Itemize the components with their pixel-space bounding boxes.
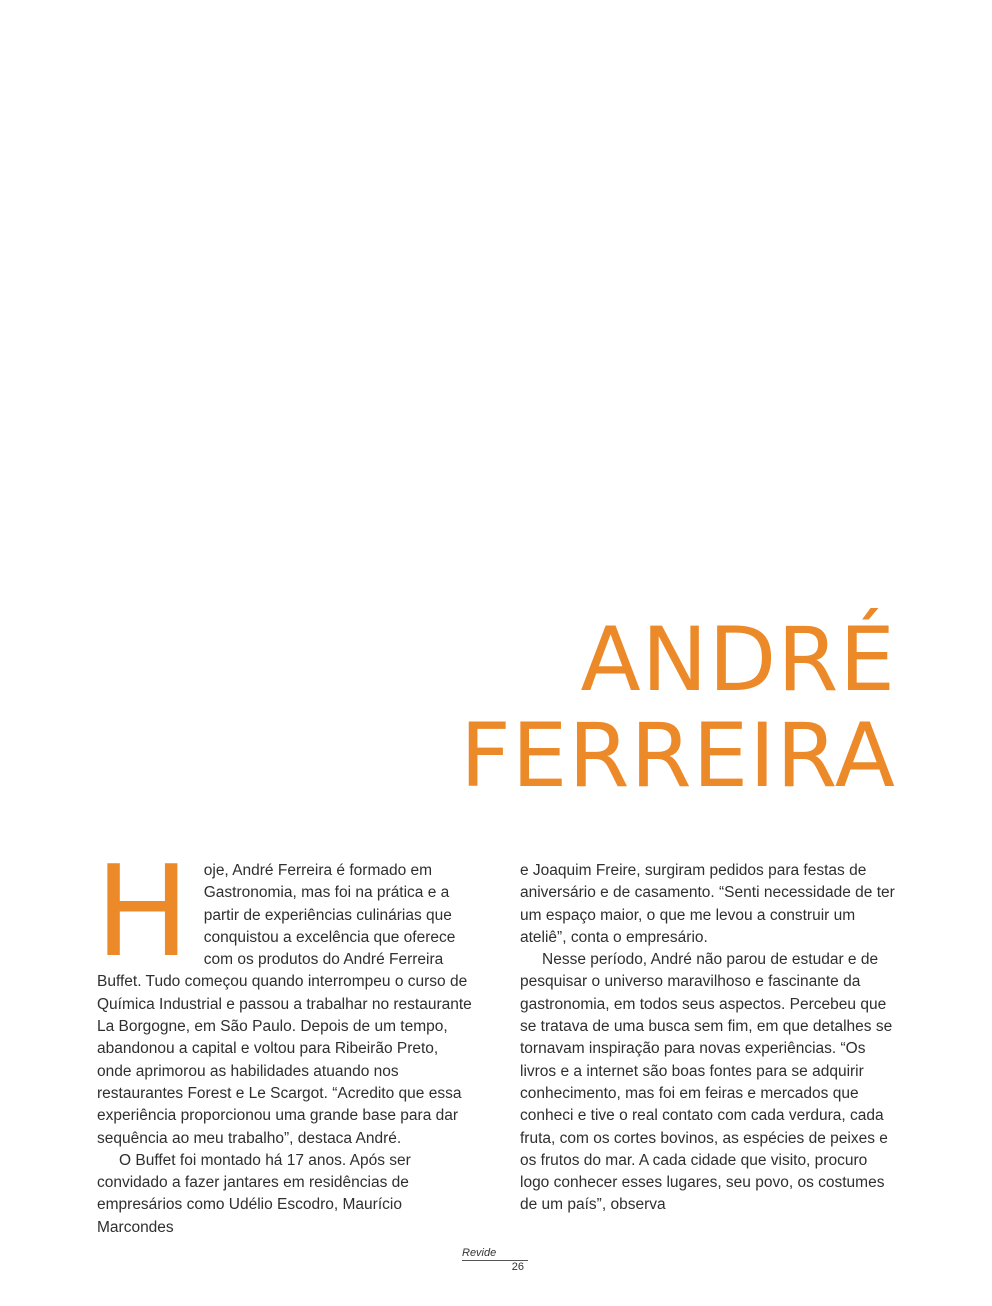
page-number: 26	[511, 1261, 524, 1273]
title-line-1: ANDRÉ	[580, 608, 896, 711]
paragraph-2: O Buffet foi montado há 17 anos. Após ser convidado a fazer jantares em residências de empresários como Udélio Escodro, Maurício Marcondes	[97, 1151, 411, 1236]
magazine-name: Revide	[462, 1247, 497, 1259]
paragraph-1-text: oje, André Ferreira é formado em Gastronomia, mas foi na prática e a partir de experiências culinárias que conquistou a excelência que oferece com os produtos do André Ferreira Buffet. Tudo começou quando interrompeu o curso de Química Industrial e passou a trabalhar no restaurante La Borgogne, em São Paulo. Depois de um tempo, abandonou a capital e voltou para Ribeirão Preto, onde aprimorou as habilidades atuando nos restaurantes Forest e Le Scargot. “Acredito que essa experiência proporcionou uma grande base para dar sequência ao meu trabalho”, destaca André.	[97, 862, 472, 1147]
paragraph-3: e Joaquim Freire, surgiram pedidos para festas de aniversário e de casamento. “Senti necessidade de ter um espaço maior, o que me levou a construir um ateliê”, conta o empresário.	[520, 862, 895, 946]
paragraph-4: Nesse período, André não parou de estudar e de pesquisar o universo maravilhoso e fascinante da gastronomia, em todos seus aspectos. Percebeu que se tratava de uma busca sem fim, em que detalhes se tornavam inspiração para novas experiências. “Os livros e a internet são boas fontes para se adquirir conhecimento, mas foi em feiras e mercados que conheci e tive o real contato com cada verdura, cada fruta, com os cortes bovinos, as espécies de peixes e os frutos do mar. A cada cidade que visito, procuro logo conhecer esses lugares, seu povo, os costumes de um país”, observa	[520, 951, 893, 1214]
title-line-2: FERREIRA	[460, 704, 896, 807]
article-title	[460, 608, 896, 807]
paragraph-1	[95, 838, 472, 1150]
page-footer	[462, 1247, 532, 1273]
right-column	[520, 860, 895, 1217]
dropcap: H	[95, 838, 190, 985]
left-column	[95, 838, 472, 1239]
